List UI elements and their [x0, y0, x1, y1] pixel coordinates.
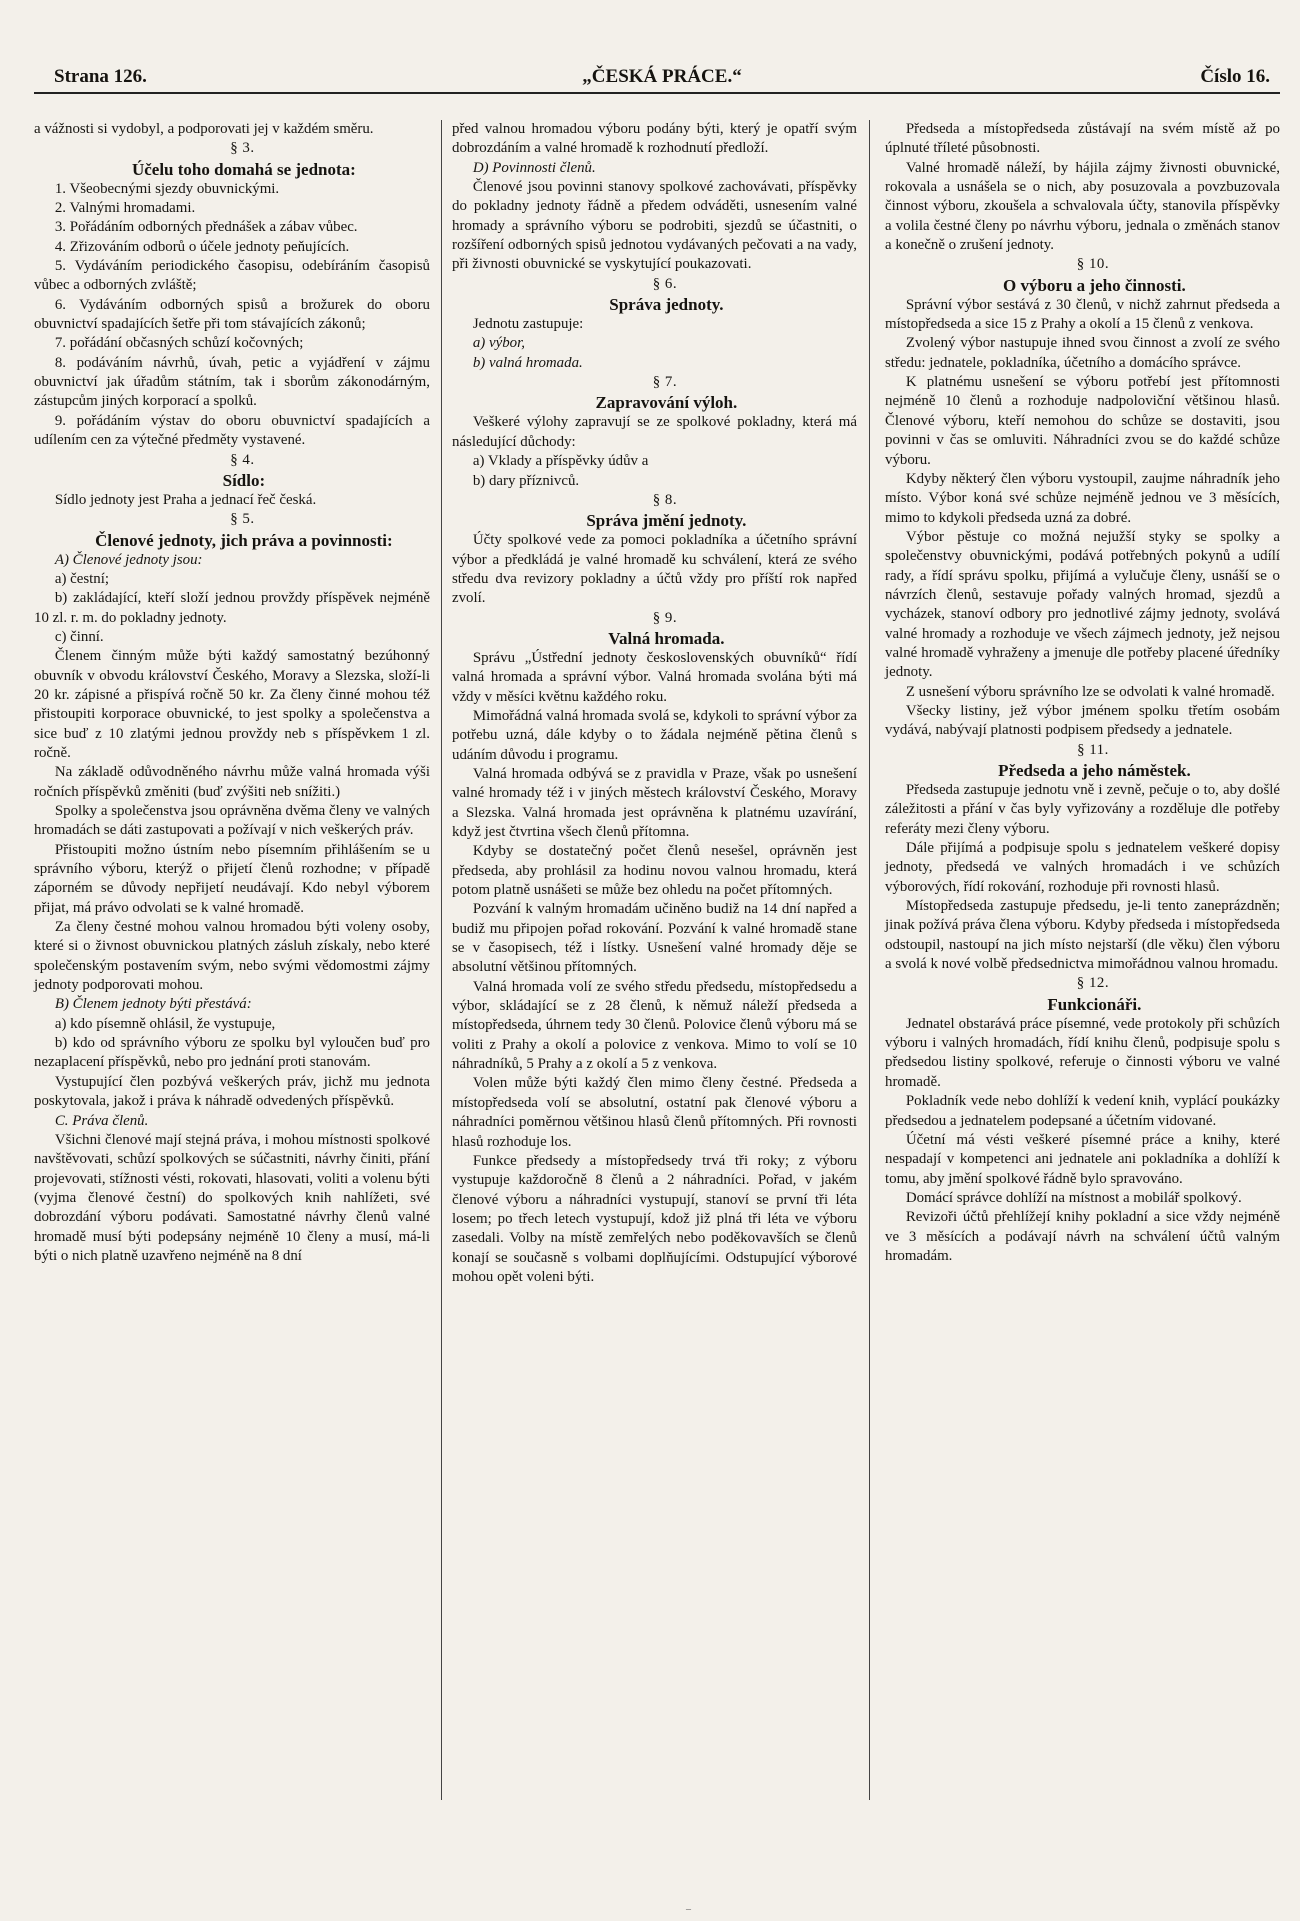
list-item: 4. Zřizováním odborů o účele jednoty peňujících. — [54, 238, 350, 255]
section-number: § 4. — [230, 451, 255, 468]
section-number: § 3. — [230, 140, 255, 157]
paragraph: Jednatel obstarává práce písemné, vede protokoly při schůzích výboru i valných hromadách, řídí knihu členů, podpisuje spolu s předsedou listiny spolkové, referuje o činnosti výboru ve valné hromadě. — [885, 1015, 1280, 1090]
paragraph: Správu „Ústřední jednoty československých obuvníků“ řídí valná hromada a správní výbor. Valná hromada svolána býti má vždy v měsíci květnu každého roku. — [452, 649, 857, 705]
section-title: Předseda a jeho náměstek. — [998, 761, 1191, 780]
paragraph: Kdyby některý člen výboru vystoupil, zaujme náhradník jeho místo. Výbor koná své schůze nejméně jednou ve 3 měsících, mimo to kdykoli předseda uzná za dobré. — [885, 470, 1280, 526]
section-number: § 6. — [652, 275, 678, 292]
list-item: 6. Vydáváním odborných spisů a brožurek do oboru obuvnictví spadajících šetře při tom stávajících zákonů; — [34, 296, 430, 333]
paragraph: Správní výbor sestává z 30 členů, v nichž zahrnut předseda a místopředseda a sice 15 z Prahy a okolí a 15 členů z venkova. — [885, 296, 1280, 333]
issue-number: Číslo 16. — [1200, 66, 1270, 87]
paragraph: Zvolený výbor nastupuje ihned svou činnost a zvolí ze svého středu: jednatele, pokladníka, účetního a domácího správce. — [885, 335, 1280, 371]
paragraph: Předseda zastupuje jednotu vně i zevně, pečuje o to, aby došlé záležitosti a přání v čas byly vyřizovány a rozděluje dle potřeby referáty mezi členy výboru. — [885, 782, 1280, 837]
paragraph: Revizoři účtů přehlížejí knihy pokladní a sice vždy nejméně ve 3 měsících a podávají návrh na schválení účtů valným hromadám. — [885, 1209, 1280, 1264]
section-number: § 12. — [1076, 975, 1110, 992]
paragraph: Z usnešení výboru správního lze se odvolati k valné hromadě. — [905, 683, 1275, 700]
paragraph: před valnou hromadou výboru podány býti, který je opatří svým dobrozdáním a valné hromadě k rozhodnutí předloží. — [452, 121, 857, 157]
list-item: b) valná hromada. — [472, 354, 583, 371]
list-item: 8. podáváním návrhů, úvah, petic a vyjádření v zájmu obuvnictví jak úřadům státním, tak i sborům zákonodárným, zástupcům jiných korporací a spolků. — [34, 354, 430, 410]
section-number: § 5. — [230, 511, 255, 528]
paragraph: Dále přijímá a podpisuje spolu s jednatelem veškeré dopisy jednoty, předsedá ve valných hromadách i ve schůzích výborových, řídí rokování, rozhoduje při rovnosti hlasů. — [885, 840, 1280, 895]
paragraph: Kdyby se dostatečný počet členů nesešel, oprávněn jest předseda, aby prohlásil za hodinu novou valnou hromadu, která potom platně usnášeti se může bez ohledu na počet přítomných. — [452, 843, 857, 899]
paragraph: Za členy čestné mohou valnou hromadou býti voleny osoby, které si o živnost obuvnickou platných zásluh získaly, nebo které společenským postavením svým, nebo svými vědomostmi zájmy jednoty podporovati mohou. — [34, 919, 430, 994]
section-title: Správa jmění jednoty. — [586, 511, 747, 531]
paragraph: Členem činným může býti každý samostatný bezúhonný obuvník v obvodu království Českého, Moravy a Slezska, složí-li 20 kr. zápisné a přispívá ročně 50 kr. Za členy činné mohou též přistoupiti korporace obuvnické, to jest spolky a společenstva a sice buď z 10 zlatými jednou provždy neb s příspěvkem 1 zl. ročně. — [34, 648, 430, 761]
paragraph: a vážnosti si vydobyl, a podporovati jej v každém směru. — [34, 121, 374, 137]
page-header — [54, 66, 1270, 92]
list-item: c) činní. — [54, 628, 104, 645]
column-divider-1 — [441, 120, 442, 1800]
section-title: Funkcionáři. — [1047, 994, 1142, 1014]
list-item: 7. pořádání občasných schůzí kočovných; — [54, 335, 304, 352]
subsection-heading: D) Povinnosti členů. — [472, 159, 596, 176]
paragraph: Účetní má vésti veškeré písemné práce a knihy, které nespadají v kompetenci ani jednatele ani pokladníka a dohlíží k tomu, aby jmění spolkové řádně bylo spravováno. — [885, 1131, 1280, 1187]
list-item: 3. Pořádáním odborných přednášek a zábav vůbec. — [54, 219, 358, 236]
header-rule — [34, 92, 1280, 94]
section-title: Účelu toho domahá se jednota: — [131, 159, 356, 179]
paragraph: Valná hromada volí ze svého středu předsedu, místopředsedu a výbor, skládající se z 28 členů, k němuž náleží předseda a místopředseda, úhrnem tedy 30 členů. Polovice členů výboru má se voliti z Prahy a okolí a polovice z venkova. Mimo to volí se 10 náhradníků, 5 Prahy a z okolí a 5 z venkova. — [452, 978, 857, 1073]
paragraph: Výbor pěstuje co možná nejužší styky se spolky a společenstvy obuvnickými, podává potřebných pokynů a udílí rady, a řídí správu spolku, přijímá a vylučuje členy, usnáší se o návrzích členů, sestavuje pořady valných hromad, sjezdů a vycházek, stanoví odbory pro jednotlivé zájmy jednoty, svolává valné hromady a rozhoduje ve všech zájmech jednoty, jež nejsou valné hromadě vyhraženy a jmenuje dle potřeby placené úředníky jednoty. — [885, 528, 1280, 681]
paragraph: Valná hromada odbývá se z pravidla v Praze, však po usnešení valné hromady též i v jiných městech království Českého, Moravy a Slezska. Valná hromada jest oprávněna k platnému uzavírání, když jest čtvrtina všech členů přítomna. — [452, 765, 857, 840]
section-title: Valná hromada. — [608, 628, 725, 648]
paragraph: Všichni členové mají stejná práva, i mohou místnosti spolkové navštěvovati, schůzí spolkových se súčastniti, návrhy činiti, přání projevovati, stížnosti vésti, rokovati, hlasovati, voliti a volenu býti (vyjma členové čestní) do spolkových knih nahlížeti, své dobrozdání výboru podávati. Samostatné návrhy členů valné hromadě musí býti podepsány nejméně 10 členy a musí, má-li býti o nich platně uzavřeno nejméně na 8 dní — [34, 1131, 430, 1264]
page-number: Strana 126. — [54, 66, 147, 87]
list-item: 9. pořádáním výstav do oboru obuvnictví spadajících a udílením cen za výtečné předměty vystavené. — [34, 412, 430, 449]
column-2 — [452, 120, 857, 1287]
paragraph: Mimořádná valná hromada svolá se, kdykoli to správní výbor za potřebu uzná, dále kdyby o to žádala nejméně pětina členů s udáním důvodu i programu. — [452, 707, 857, 763]
column-3 — [885, 120, 1280, 1266]
subsection-heading: B) Členem jednoty býti přestává: — [54, 996, 252, 1013]
paragraph: Členové jsou povinni stanovy spolkové zachovávati, příspěvky do pokladny jednoty řádně a předem odváděti, usnesením valné hromady a správního výboru se podrobiti, sjezdů se účastniti, o rozšíření odborných spisů jednotou vydávaných pečovati a na vady, při živnosti obuvnické se vyskytující poukazovati. — [452, 179, 857, 273]
subsection-heading: C. Práva členů. — [54, 1112, 149, 1129]
paragraph: Volen může býti každý člen mimo členy čestné. Předseda a místopředseda volí se absolutní, ostatní pak členové výboru a náhradníci poměrnou většinou hlasů členů přítomných. Při rovnosti hlasů rozhoduje los. — [452, 1075, 857, 1150]
list-item: b) kdo od správního výboru ze spolku byl vyloučen buď pro nezaplacení příspěvků, nebo pro jednání proti stanovám. — [34, 1035, 430, 1071]
section-title: Sídlo: — [222, 470, 266, 490]
list-item: b) zakládající, kteří složí jednou provždy příspěvek nejméně 10 zl. r. m. do pokladny jednoty. — [34, 590, 430, 626]
section-title: Správa jednoty. — [609, 295, 724, 315]
section-title: O výboru a jeho činnosti. — [1003, 275, 1186, 295]
paragraph: Předseda a místopředseda zůstávají na svém místě až po úplnuté tříleté působnosti. — [885, 121, 1280, 157]
paragraph: Všecky listiny, jež výbor jménem spolku třetím osobám vydává, nabývají platnosti podpisem předsedy a jednatele. — [885, 702, 1280, 739]
list-item: b) dary příznivců. — [472, 472, 580, 489]
paragraph: K platnému usnešení se výboru potřebí jest přítomnosti nejméně 10 členů a rozhoduje nadpoloviční většinou hlasů. Členové výboru, kteří nemohou do schůze se dostaviti, jsou povinni v čas se omluviti. Náhradníci zvou se do každé schůze výboru. — [885, 374, 1280, 468]
section-number: § 8. — [652, 491, 678, 508]
paragraph: Účty spolkové vede za pomoci pokladníka a účetního správní výbor a předkládá je valné hromadě ku schválení, která ze svého středu dva revizory pokladny a účtů vždy pro příští rok napřed zvolí. — [452, 532, 857, 607]
paragraph: Veškeré výlohy zapravují se ze spolkové pokladny, která má následující důchody: — [452, 414, 857, 450]
section-number: § 9. — [652, 609, 678, 626]
paragraph: Domácí správce dohlíží na místnost a mobilář spolkový. — [905, 1189, 1242, 1206]
section-number: § 11. — [1077, 741, 1109, 758]
masthead-title: „ČESKÁ PRÁCE.“ — [582, 66, 742, 87]
footer-mark: – — [686, 1904, 691, 1915]
list-item: 1. Všeobecnými sjezdy obuvnickými. — [54, 180, 280, 197]
paragraph: Pokladník vede nebo dohlíží k vedení knih, vyplácí poukázky předsedou a jednatelem podepsané a účetním vidované. — [885, 1093, 1280, 1129]
list-item: 5. Vydáváním periodického časopisu, odebíráním časopisů vůbec a odborných zvláště; — [34, 258, 430, 294]
paragraph: Místopředseda zastupuje předsedu, je-li tento zaneprázdněn; jinak požívá práva člena výboru. Kdyby předseda i místopředseda odstoupil, nastoupí na jich místo nejstarší (dle věku) člen výboru a svolá k nové volbě předsednictva mimořádnou valnou hromadu. — [885, 898, 1280, 973]
paragraph: Valné hromadě náleží, by hájila zájmy živnosti obuvnické, rokovala a usnášela se o nich, aby posuzovala a povzbuzovala činnost výboru, zkoušela a schvalovala účty, stanovila příspěvky a volila čestné členy po návrhu výboru, jednala o změnách stanov a konečně o zrušení jednoty. — [885, 159, 1280, 254]
paragraph: Vystupující člen pozbývá veškerých práv, jichž mu jednota poskytovala, jakož i práva k náhradě odvedených příspěvků. — [34, 1073, 430, 1110]
section-title: Zapravování výloh. — [595, 393, 738, 413]
list-item: a) kdo písemně ohlásil, že vystupuje, — [54, 1015, 276, 1032]
subsection-heading: A) Členové jednoty jsou: — [54, 551, 203, 568]
list-item: 2. Valnými hromadami. — [54, 200, 196, 217]
column-1 — [34, 120, 430, 1266]
paragraph: Sídlo jednoty jest Praha a jednací řeč česká. — [54, 491, 317, 508]
section-number: § 10. — [1076, 256, 1110, 273]
paragraph: Na základě odůvodněného návrhu může valná hromada výši ročních příspěvků změniti (buď zvýšiti neb snížiti.) — [34, 764, 430, 800]
paragraph: Funkce předsedy a místopředsedy trvá tři roky; z výboru vystupuje každoročně 8 členů a 2 náhradníci. Pořad, v jakém členové výboru a náhradníci vystupují, stanoví se první tři léta losem; po třech letech vystupují, kdož již plná tři léta ve výboru zasedali. Volby na místě zemřelých nebo poděkovavších se členů konají se současně s volbami doplňujícími. Odstupující výborové mohou opět voleni býti. — [452, 1152, 857, 1285]
paragraph: Spolky a společenstva jsou oprávněna dvěma členy ve valných hromadách se dáti zastupovati a požívají v nich veškerých práv. — [34, 803, 430, 839]
section-number: § 7. — [652, 374, 678, 391]
list-item: a) Vklady a příspěvky údův a — [472, 453, 649, 470]
paragraph: Jednotu zastupuje: — [472, 316, 584, 333]
paragraph: Přistoupiti možno ústním nebo písemním přihlášením se u správního výboru, kterýž o přijetí členů rozhodne; v případě záporném se důvody nepřijetí neudávají. Kdo nebyl výborem přijat, má právo odvolati se k valné hromadě. — [34, 841, 430, 916]
list-item: a) výbor, — [472, 335, 525, 352]
paragraph: Pozvání k valným hromadám učiněno budiž na 14 dní napřed a budiž mu připojen pořad rokování. Pozvání k valné hromadě stane se v časopisech, též i lístky. Usnešení valné hromady děje se absolutní většinou přítomných. — [452, 901, 857, 976]
section-title: Členové jednoty, jich práva a povinnosti: — [95, 530, 393, 550]
column-divider-2 — [869, 120, 870, 1800]
list-item: a) čestní; — [54, 570, 110, 587]
